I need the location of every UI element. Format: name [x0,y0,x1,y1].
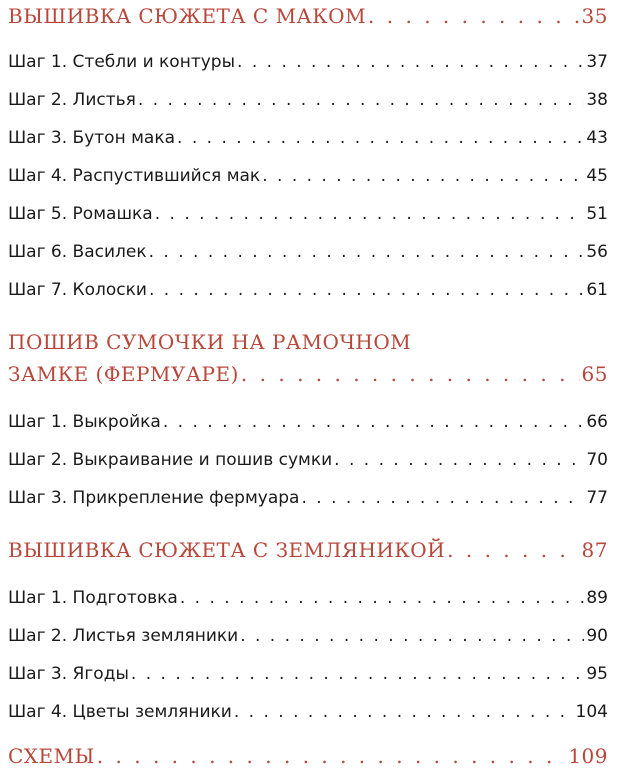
dot-leader [237,52,584,72]
section-page-number: 87 [581,538,608,562]
item-title: Шаг 4. Цветы земляники [8,702,232,722]
section-page-number: 65 [581,362,608,386]
section-title: ВЫШИВКА СЮЖЕТА С МАКОМ [8,4,367,28]
toc-section-schemes[interactable] [8,744,608,768]
toc-section-bag[interactable] [8,362,608,386]
toc-item[interactable] [8,664,608,684]
item-title: Шаг 5. Ромашка [8,204,153,224]
item-title: Шаг 1. Стебли и контуры [8,52,236,72]
item-page-number: 51 [586,204,608,224]
item-page-number: 77 [586,488,608,508]
item-page-number: 70 [586,450,608,470]
toc-item[interactable] [8,588,608,608]
toc-item[interactable] [8,242,608,262]
toc-item[interactable] [8,128,608,148]
item-page-number: 61 [586,280,608,300]
item-title: Шаг 6. Василек [8,242,147,262]
toc-item[interactable] [8,90,608,110]
toc-section-strawberry[interactable] [8,538,608,562]
dot-leader [138,90,584,110]
item-title: Шаг 1. Выкройка [8,412,161,432]
item-page-number: 43 [586,128,608,148]
dot-leader [240,626,584,646]
dot-leader [368,4,580,28]
item-page-number: 66 [586,412,608,432]
item-title: Шаг 1. Подготовка [8,588,178,608]
toc-item[interactable] [8,450,608,470]
toc-section-bag-line1[interactable] [8,330,608,354]
item-title: Шаг 7. Колоски [8,280,147,300]
item-page-number: 56 [586,242,608,262]
item-title: Шаг 3. Бутон мака [8,128,176,148]
item-page-number: 37 [586,52,608,72]
toc-item[interactable] [8,204,608,224]
dot-leader [180,588,585,608]
dot-leader [262,166,584,186]
toc-item[interactable] [8,702,608,722]
dot-leader [447,538,579,562]
dot-leader [155,204,585,224]
section-title-line2: ЗАМКЕ (ФЕРМУАРЕ) [8,362,239,386]
dot-leader [234,702,574,722]
item-title: Шаг 2. Выкраивание и пошив сумки [8,450,333,470]
toc-item[interactable] [8,280,608,300]
dot-leader [163,412,585,432]
section-title: ВЫШИВКА СЮЖЕТА С ЗЕМЛЯНИКОЙ [8,538,446,562]
dot-leader [97,744,567,768]
item-title: Шаг 4. Распустившийся мак [8,166,261,186]
toc-section-poppy[interactable] [8,4,608,28]
dot-leader [334,450,584,470]
dot-leader [149,242,585,262]
dot-leader [301,488,584,508]
dot-leader [241,362,580,386]
section-page-number: 35 [581,4,608,28]
section-title-line1: ПОШИВ СУМОЧКИ НА РАМОЧНОМ [8,330,412,354]
dot-leader [131,664,584,684]
toc-item[interactable] [8,626,608,646]
item-page-number: 38 [586,90,608,110]
toc-item[interactable] [8,488,608,508]
section-page-number: 109 [568,744,608,768]
item-title: Шаг 2. Листья [8,90,136,110]
item-page-number: 104 [575,702,608,722]
dot-leader [149,280,584,300]
item-title: Шаг 2. Листья земляники [8,626,239,646]
item-page-number: 89 [586,588,608,608]
section-title: СХЕМЫ [8,744,95,768]
toc-item[interactable] [8,412,608,432]
dot-leader [177,128,584,148]
item-page-number: 45 [586,166,608,186]
item-page-number: 90 [586,626,608,646]
toc-item[interactable] [8,166,608,186]
item-title: Шаг 3. Ягоды [8,664,129,684]
item-page-number: 95 [586,664,608,684]
item-title: Шаг 3. Прикрепление фермуара [8,488,300,508]
toc-item[interactable] [8,52,608,72]
